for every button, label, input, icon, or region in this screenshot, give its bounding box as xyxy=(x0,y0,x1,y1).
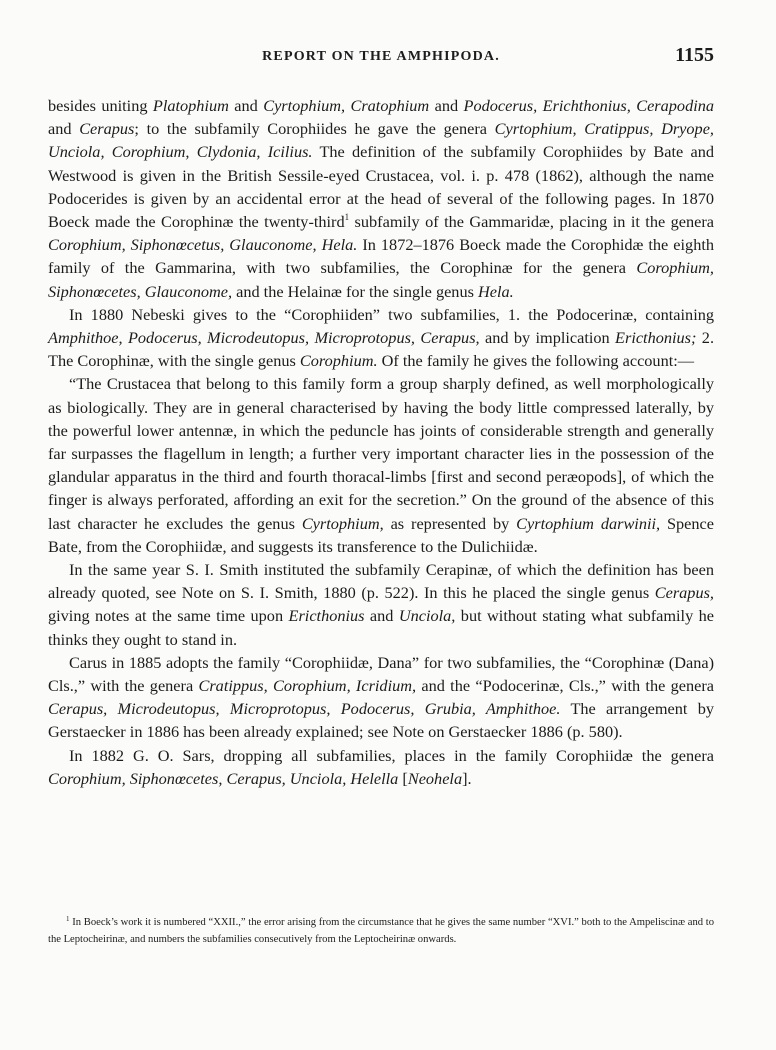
text-run: “The Crustacea that belong to this family form a group sharply defined, as well morphologically as biologically. They are in general characterised by having the body little compressed laterally, by the powerful lower antennæ, in which the peduncle has joints of considerable strength and generally far surpasses the flagellum in length; a further very important character lies in the possession of the glandular apparatus in the third and fourth thoracal-limbs [first and second peræopods], of which the finger is always perforated, affording an exit for the secretion.” On the ground of the absence of this last character he excludes the genus xyxy=(48,374,714,533)
text-run: The arrangement by Gerstaecker in 1886 has been already explained; see Note on Gerstaecker 1886 (p. 580). xyxy=(48,699,714,742)
text-run: In 1880 Nebeski gives to the “Corophiiden” two subfamilies, 1. the Podocerinæ, containing xyxy=(69,304,714,324)
text-run: and the “Podocerinæ, Cls.,” with the genera xyxy=(416,676,715,696)
italic-term: Cyrtophium, Cratippus, Dryope, Unciola, Corophium, Clydonia, Icilius. xyxy=(48,119,714,162)
italic-term: Cyrtophium darwinii, xyxy=(516,513,661,533)
text-run: giving notes at the same time upon xyxy=(48,606,289,626)
text-run: Spence Bate, from the Corophiidæ, and suggests its transference to the Dulichiidæ. xyxy=(48,513,715,556)
text-run: 2. The Corophinæ, with the single genus xyxy=(48,328,715,371)
text-run: In Boeck’s work it is numbered “XXII.,” the error arising from the circumstance that he gives the same number “XVI.” both to the Ampeliscinæ and to the Leptocheirinæ, and numbers the subfamilies consecutively from the Leptocheirinæ onwards. xyxy=(48,917,714,945)
text-run: and by implication xyxy=(479,328,616,348)
italic-term: Cyrtophium, xyxy=(301,513,384,533)
footnote-marker: 1 xyxy=(344,212,350,223)
paragraph xyxy=(48,94,714,303)
text-run: and xyxy=(48,119,80,139)
text-run: In 1872–1876 Boeck made the Corophidæ the eighth family of the Gammarina, with two subfamilies, the Corophinæ for the genera xyxy=(48,235,714,278)
text-run: [ xyxy=(398,768,408,788)
italic-term: Corophium, Siphonœcetes, Cerapus, Unciola, Helella xyxy=(48,768,399,788)
text-run: as represented by xyxy=(383,513,517,533)
italic-term: Amphithoe, Podocerus, Microdeutopus, Microprotopus, Cerapus, xyxy=(48,328,480,348)
italic-term: Platophium xyxy=(152,96,229,115)
text-run: ; to the subfamily Corophiides he gave the genera xyxy=(134,119,495,139)
text-run: subfamily of the Gammaridæ, placing in it the genera xyxy=(349,212,714,232)
paragraph xyxy=(48,558,714,651)
italic-term: Cyrtophium, Cratophium xyxy=(263,96,430,115)
italic-term: Cerapus, xyxy=(654,583,714,603)
italic-term: Cratippus, Corophium, Icridium, xyxy=(198,676,417,696)
running-head: REPORT ON THE AMPHIPODA. xyxy=(262,49,500,64)
page-number: 1155 xyxy=(675,44,714,66)
text-run: ]. xyxy=(462,768,472,788)
text-run: Of the family he gives the following account:— xyxy=(377,351,695,371)
italic-term: Ericthonius xyxy=(288,606,365,626)
text-run: The definition of the subfamily Corophiides by Bate and Westwood is given in the British Sessile-eyed Crustacea, vol. i. p. 478 (1862), although the name Podocerides is given by an accidental error at the head of several of the following pages. In 1870 Boeck made the Corophinæ the twenty-third xyxy=(48,142,714,232)
italic-term: Corophium, Siphonœcetus, Glauconome, Hela. xyxy=(48,235,358,255)
paragraph xyxy=(48,744,714,790)
text-run: and xyxy=(364,606,399,626)
italic-term: Neohela xyxy=(407,768,463,788)
text-run: but without stating what subfamily he thinks they ought to stand in. xyxy=(48,606,715,649)
italic-term: Hela. xyxy=(478,281,514,301)
text-run: and xyxy=(429,96,464,115)
italic-term: Corophium. xyxy=(299,351,378,371)
italic-term: Unciola, xyxy=(398,606,456,626)
italic-term: Cerapus, Microdeutopus, Microprotopus, Podocerus, Grubia, Amphithoe. xyxy=(48,699,561,719)
footnote-text xyxy=(48,914,714,948)
text-run: and the Helainæ for the single genus xyxy=(232,281,478,301)
paragraph xyxy=(48,372,714,558)
paragraph xyxy=(48,303,714,373)
page-header xyxy=(48,44,714,68)
footnote-marker: 1 xyxy=(66,915,70,923)
text-run: and xyxy=(228,96,264,115)
text-run: In the same year S. I. Smith instituted the subfamily Cerapinæ, of which the definition has been already quoted, see Note on S. I. Smith, 1880 (p. 522). In this he placed the single genus xyxy=(48,560,714,603)
italic-term: Ericthonius; xyxy=(615,328,697,348)
italic-term: Cerapus xyxy=(79,119,135,139)
italic-term: Podocerus, Erichthonius, Cerapodina xyxy=(463,96,715,115)
text-run: In 1882 G. O. Sars, dropping all subfamilies, places in the family Corophiidæ the genera xyxy=(69,745,714,765)
italic-term: Corophium, Siphonœcetes, Glauconome, xyxy=(48,258,714,301)
text-run: besides uniting xyxy=(48,96,153,115)
footnote xyxy=(48,914,714,948)
paragraph xyxy=(48,651,714,744)
text-run: Carus in 1885 adopts the family “Corophiidæ, Dana” for two subfamilies, the “Corophinæ (Dana) Cls.,” with the genera xyxy=(48,652,714,696)
body-text xyxy=(48,94,714,790)
